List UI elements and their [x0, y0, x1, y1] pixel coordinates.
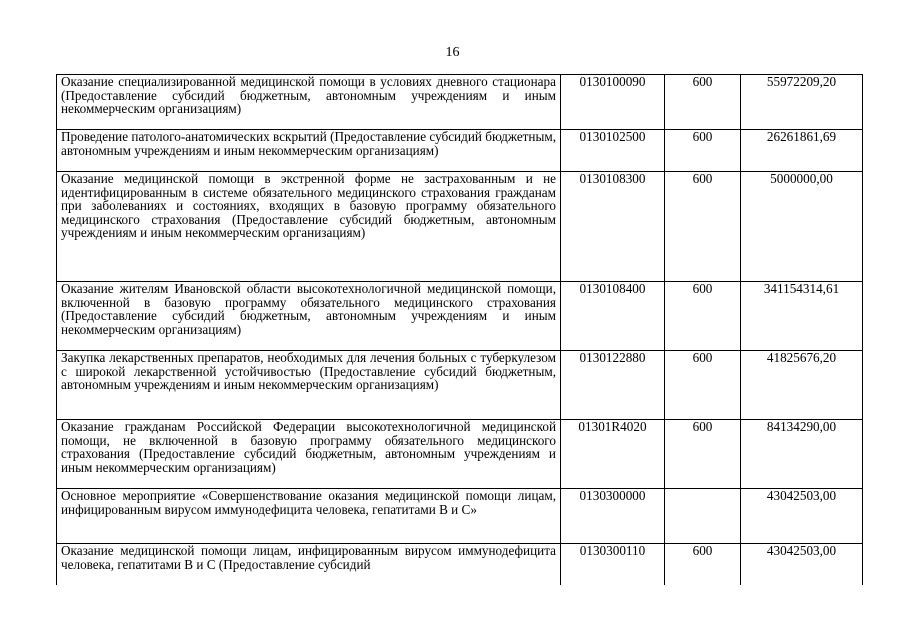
row-target-code: 0130108400	[561, 282, 665, 351]
row-description: Оказание медицинской помощи в экстренной форме не застрахованным и не идентифицированным в системе обязательного медицинского страхования гражданам при заболеваниях и состояниях, входящих в базовую программу обязательного медицинского страхования (Предоставление субсидий бюджетным, автономным учреждениям и иным некоммерческим организациям)	[57, 172, 561, 282]
row-amount: 55972209,20	[741, 75, 863, 130]
row-amount: 5000000,00	[741, 172, 863, 282]
row-target-code: 0130300000	[561, 489, 665, 544]
row-expense-type: 600	[665, 544, 741, 586]
table-row	[57, 544, 863, 586]
page-number: 16	[445, 45, 460, 60]
row-description: Основное мероприятие «Совершенствование оказания медицинской помощи лицам, инфицированным вирусом иммунодефицита человека, гепатитами В и С»	[57, 489, 561, 544]
row-expense-type: 600	[665, 172, 741, 282]
row-amount: 26261861,69	[741, 130, 863, 172]
row-expense-type: 600	[665, 351, 741, 420]
row-target-code: 0130122880	[561, 351, 665, 420]
table-row	[57, 172, 863, 282]
budget-table	[56, 74, 863, 585]
table-row	[57, 351, 863, 420]
row-description: Оказание специализированной медицинской помощи в условиях дневного стационара (Предоставление субсидий бюджетным, автономным учреждениям и иным некоммерческим организациям)	[57, 75, 561, 130]
row-description: Оказание медицинской помощи лицам, инфицированным вирусом иммунодефицита человека, гепатитами В и С (Предоставление субсидий	[57, 544, 561, 586]
row-description: Оказание гражданам Российской Федерации высокотехнологичной медицинской помощи, не включенной в базовую программу обязательного медицинского страхования (Предоставление субсидий бюджетным, автономным учреждениям и иным некоммерческим организациям)	[57, 420, 561, 489]
row-expense-type: 600	[665, 75, 741, 130]
row-expense-type: 600	[665, 130, 741, 172]
table-row	[57, 130, 863, 172]
row-amount: 43042503,00	[741, 489, 863, 544]
row-target-code: 0130108300	[561, 172, 665, 282]
row-description: Закупка лекарственных препаратов, необходимых для лечения больных с туберкулезом с широкой лекарственной устойчивостью (Предоставление субсидий бюджетным, автономным учреждениям и иным некоммерческим организациям)	[57, 351, 561, 420]
row-target-code: 0130100090	[561, 75, 665, 130]
row-expense-type: 600	[665, 420, 741, 489]
row-amount: 84134290,00	[741, 420, 863, 489]
table-row	[57, 282, 863, 351]
row-target-code: 0130102500	[561, 130, 665, 172]
table-row	[57, 75, 863, 130]
row-amount: 341154314,61	[741, 282, 863, 351]
row-description: Оказание жителям Ивановской области высокотехнологичной медицинской помощи, включенной в базовую программу обязательного медицинского страхования (Предоставление субсидий бюджетным, автономным учреждениям и иным некоммерческим организациям)	[57, 282, 561, 351]
row-amount: 43042503,00	[741, 544, 863, 586]
table-row	[57, 489, 863, 544]
row-target-code: 0130300110	[561, 544, 665, 586]
row-amount: 41825676,20	[741, 351, 863, 420]
table-row	[57, 420, 863, 489]
row-description: Проведение патолого-анатомических вскрытий (Предоставление субсидий бюджетным, автономным учреждениям и иным некоммерческим организациям)	[57, 130, 561, 172]
row-target-code: 01301R4020	[561, 420, 665, 489]
row-expense-type	[665, 489, 741, 544]
row-expense-type: 600	[665, 282, 741, 351]
